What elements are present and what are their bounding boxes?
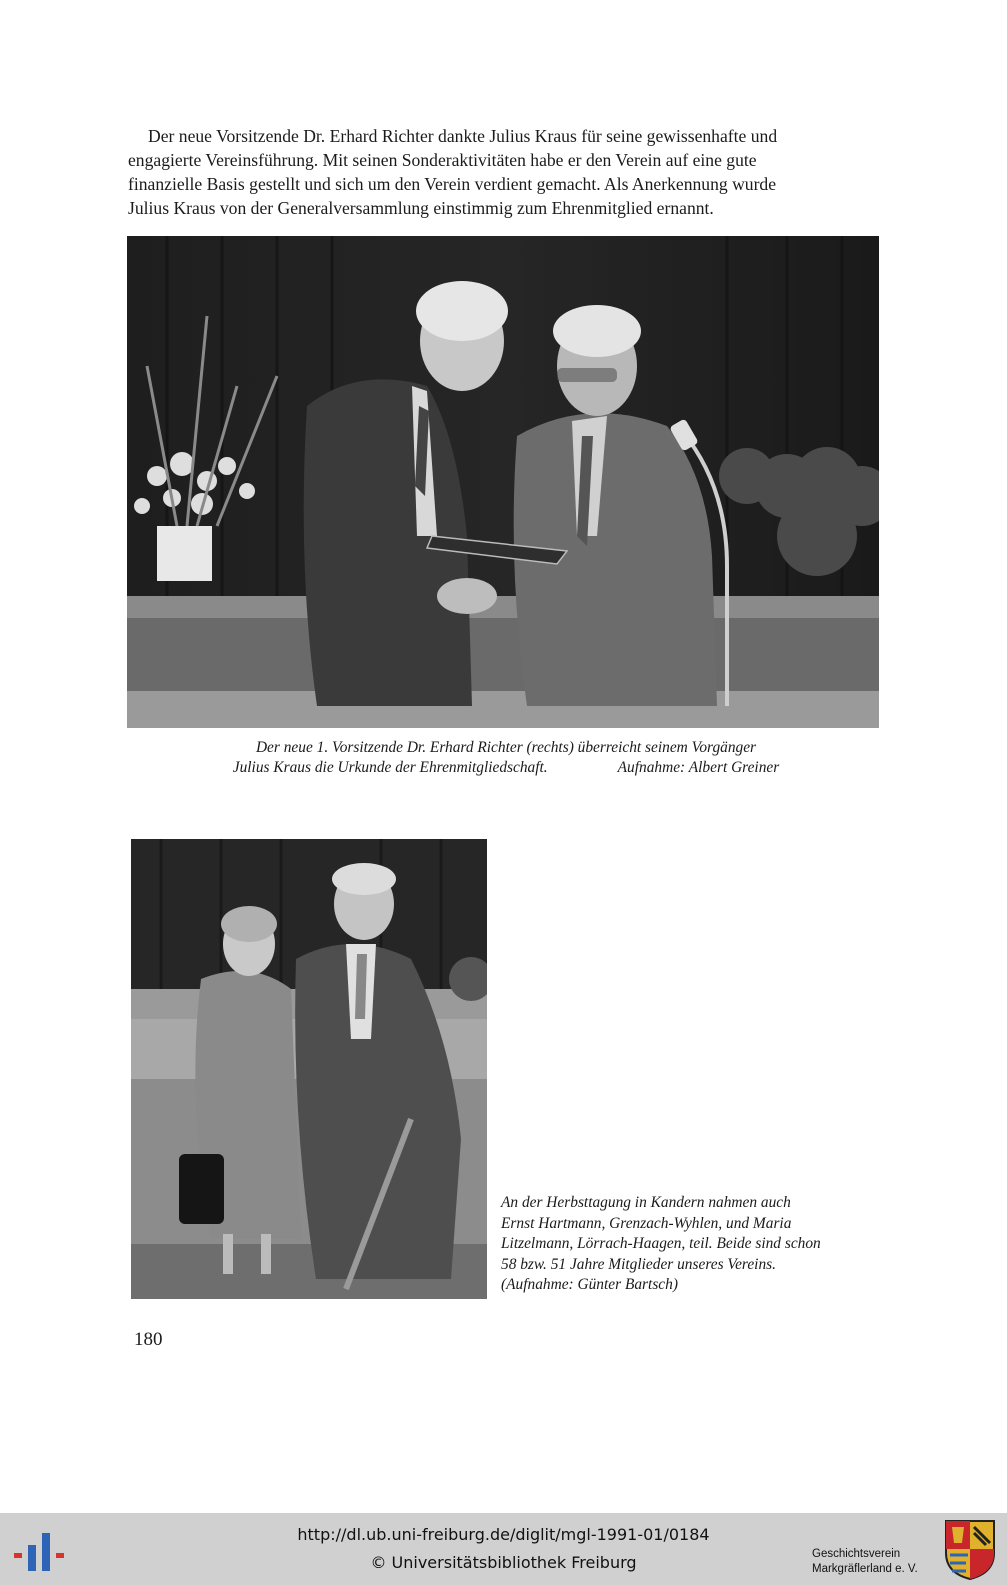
- figure-caption: [501, 1193, 891, 1296]
- paragraph-line: Der neue Vorsitzende Dr. Erhard Richter dankte Julius Kraus für seine gewissenhafte und: [148, 126, 778, 146]
- photo-credit: Aufnahme: Albert Greiner: [617, 759, 780, 776]
- caption-line: Der neue 1. Vorsitzende Dr. Erhard Richter (rechts) überreicht seinem Vorgänger: [255, 739, 757, 756]
- society-name: [812, 1547, 918, 1577]
- body-paragraph: [128, 124, 873, 220]
- digitization-footer: [0, 1513, 1007, 1585]
- photo-award-handover: [127, 236, 879, 728]
- photo-credit: (Aufnahme: Günter Bartsch): [501, 1276, 678, 1293]
- paragraph-line: engagierte Vereinsführung. Mit seinen Sonderaktivitäten habe er den Verein auf eine gute: [128, 150, 757, 170]
- figure-caption: [186, 738, 826, 778]
- paragraph-line: Julius Kraus von der Generalversammlung einstimmig zum Ehrenmitglied ernannt.: [128, 198, 714, 218]
- coat-of-arms-icon: [944, 1519, 996, 1581]
- caption-line: Ernst Hartmann, Grenzach-Wyhlen, und Maria: [501, 1214, 792, 1232]
- page-number: 180: [134, 1329, 163, 1350]
- society-name-line: Markgräflerland e. V.: [812, 1563, 918, 1575]
- paragraph-line: finanzielle Basis gestellt und sich um den Verein verdient gemacht. Als Anerkennung wurde: [128, 174, 777, 194]
- source-url[interactable]: http://dl.ub.uni-freiburg.de/diglit/mgl-1991-01/0184: [297, 1525, 710, 1544]
- photo-members-couple: [131, 839, 487, 1299]
- caption-line: Julius Kraus die Urkunde der Ehrenmitgliedschaft.: [232, 759, 548, 776]
- caption-line: An der Herbsttagung in Kandern nahmen auch: [501, 1194, 791, 1211]
- society-name-line: Geschichtsverein: [812, 1548, 901, 1560]
- caption-line: 58 bzw. 51 Jahre Mitglieder unseres Vereins.: [501, 1255, 776, 1273]
- copyright-notice: © Universitätsbibliothek Freiburg: [370, 1553, 637, 1572]
- caption-line: Litzelmann, Lörrach-Haagen, teil. Beide sind schon: [501, 1235, 821, 1252]
